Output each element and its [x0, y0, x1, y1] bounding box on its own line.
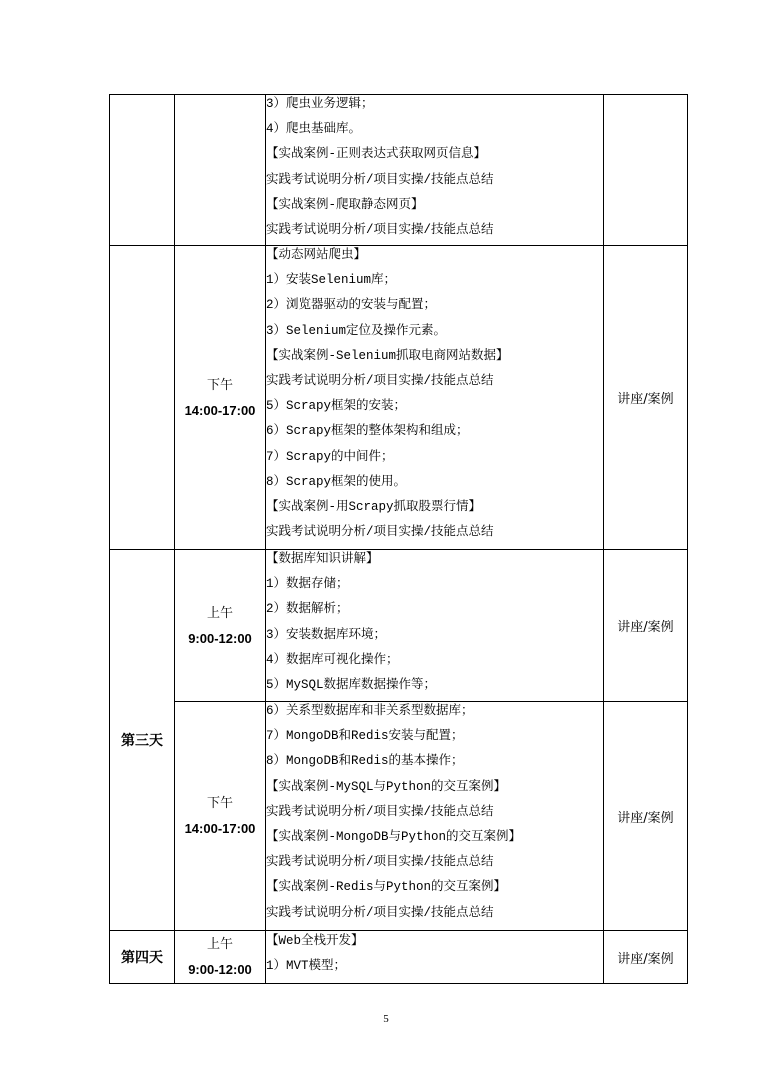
content-line: 4）数据库可视化操作；: [266, 652, 399, 667]
content-line: 5）MySQL数据库数据操作等；: [266, 677, 437, 692]
day-label: 第四天: [110, 931, 175, 984]
content-line: 实践考试说明分析/项目实操/技能点总结: [266, 172, 494, 187]
session-time-range: 14:00-17:00: [184, 402, 256, 418]
session-time-range: 9:00-12:00: [188, 962, 252, 977]
day-cell: [110, 95, 175, 246]
content-line: 1）MVT模型；: [266, 959, 347, 974]
schedule-row: [110, 702, 688, 931]
method-cell: 讲座/案例: [604, 702, 688, 931]
content-line: 【数据库知识讲解】: [266, 552, 379, 566]
content-line: 5）Scrapy框架的安装；: [266, 399, 407, 414]
content-line: 实践考试说明分析/项目实操/技能点总结: [266, 855, 494, 870]
content-line: 【实战案例-MySQL与Python的交互案例】: [266, 779, 507, 794]
time-cell: [175, 931, 266, 984]
content-line: 【实战案例-用Scrapy抓取股票行情】: [266, 499, 482, 514]
content-line: 【实战案例-MongoDB与Python的交互案例】: [266, 829, 522, 844]
content-line: 实践考试说明分析/项目实操/技能点总结: [266, 804, 494, 819]
content-line: 8）Scrapy框架的使用。: [266, 474, 407, 489]
content-line: 实践考试说明分析/项目实操/技能点总结: [266, 373, 494, 388]
content-line: 3）Selenium定位及操作元素。: [266, 323, 447, 338]
day-cell: [110, 246, 175, 550]
time-cell: [175, 95, 266, 246]
content-line: 实践考试说明分析/项目实操/技能点总结: [266, 905, 494, 920]
content-line: 1）数据存储；: [266, 577, 349, 592]
schedule-table: [109, 94, 688, 984]
schedule-row: [110, 550, 688, 702]
time-cell: [175, 246, 266, 550]
content-line: 【实战案例-正则表达式获取网页信息】: [266, 147, 487, 162]
time-cell: [175, 702, 266, 931]
session-period: 上午: [206, 604, 233, 620]
content-cell: [266, 931, 604, 984]
content-line: 8）MongoDB和Redis的基本操作；: [266, 754, 464, 769]
content-line: 2）浏览器驱动的安装与配置；: [266, 298, 437, 313]
schedule-row: [110, 246, 688, 550]
content-line: 【Web全栈开发】: [266, 934, 364, 948]
method-cell: 讲座/案例: [604, 550, 688, 702]
page-number: 5: [383, 1013, 389, 1025]
content-line: 2）数据解析；: [266, 602, 349, 617]
content-line: 6）Scrapy框架的整体架构和组成；: [266, 424, 469, 439]
content-line: 实践考试说明分析/项目实操/技能点总结: [266, 525, 494, 540]
content-line: 实践考试说明分析/项目实操/技能点总结: [266, 222, 494, 237]
schedule-row: [110, 95, 688, 246]
content-cell: [266, 702, 604, 931]
session-period: 上午: [206, 936, 233, 951]
content-line: 3）爬虫业务逻辑；: [266, 97, 374, 111]
session-time-range: 9:00-12:00: [188, 630, 252, 646]
session-period: 下午: [206, 795, 233, 810]
content-line: 4）爬虫基础库。: [266, 122, 362, 137]
content-cell: [266, 550, 604, 702]
content-cell: [266, 246, 604, 550]
content-line: 【动态网站爬虫】: [266, 248, 367, 262]
day-label: 第三天: [110, 550, 175, 931]
content-line: 6）关系型数据库和非关系型数据库；: [266, 704, 474, 718]
content-line: 【实战案例-Selenium抓取电商网站数据】: [266, 348, 509, 363]
content-line: 【实战案例-爬取静态网页】: [266, 197, 424, 212]
time-cell: [175, 550, 266, 702]
method-cell: 讲座/案例: [604, 931, 688, 984]
content-line: 【实战案例-Redis与Python的交互案例】: [266, 880, 507, 895]
content-line: 7）Scrapy的中间件；: [266, 449, 394, 464]
session-time-range: 14:00-17:00: [184, 821, 256, 836]
content-line: 3）安装数据库环境；: [266, 627, 387, 642]
content-cell: [266, 95, 604, 246]
method-cell: [604, 95, 688, 246]
session-period: 下午: [206, 376, 233, 392]
content-line: 1）安装Selenium库；: [266, 273, 397, 288]
method-cell: 讲座/案例: [604, 246, 688, 550]
schedule-row: [110, 931, 688, 984]
content-line: 7）MongoDB和Redis安装与配置；: [266, 729, 464, 744]
